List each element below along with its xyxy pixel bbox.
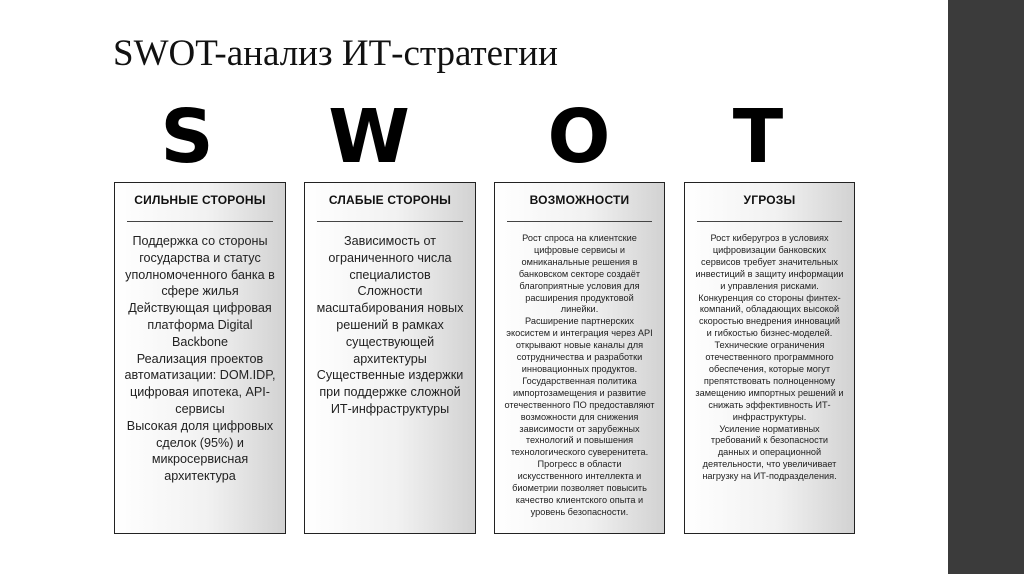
divider bbox=[507, 221, 652, 222]
card-line: Прогресс в области bbox=[537, 459, 622, 470]
card-body bbox=[689, 233, 850, 483]
card-line: сделок (95%) и bbox=[156, 435, 244, 450]
card-line: технологического суверенитета. bbox=[510, 447, 649, 458]
card-strengths bbox=[114, 182, 286, 534]
card-line: Реализация проектов bbox=[136, 351, 264, 366]
card-weaknesses bbox=[304, 182, 476, 534]
card-line: уполномоченного банка в bbox=[125, 267, 275, 282]
card-line: масштабирования новых bbox=[316, 301, 464, 316]
card-line: цифровые сервисы и bbox=[533, 244, 626, 255]
card-line: Высокая доля цифровых bbox=[126, 418, 274, 433]
card-line: требований к безопасности bbox=[710, 435, 829, 446]
slide-title: SWOT-анализ ИТ-стратегии bbox=[113, 33, 558, 74]
card-line: сервисы bbox=[175, 401, 225, 416]
card-line: обеспечения, которые могут bbox=[708, 363, 831, 374]
divider bbox=[697, 221, 842, 222]
card-line: инновационных продуктов. bbox=[521, 363, 638, 374]
card-line: и гибкостью бизнес-моделей. bbox=[706, 328, 833, 339]
card-line: архитектуры bbox=[353, 351, 427, 366]
card-line: существующей bbox=[345, 334, 435, 349]
card-line: компаний, обладающих высокой bbox=[699, 304, 840, 315]
swot-letter-s: S bbox=[160, 94, 214, 180]
card-body bbox=[309, 233, 471, 418]
card-heading: СИЛЬНЫЕ СТОРОНЫ bbox=[134, 193, 266, 207]
card-line: отечественного программного bbox=[705, 352, 834, 363]
card-line: Рост спроса на клиентские bbox=[522, 233, 637, 243]
card-line: Конкуренция со стороны финтех- bbox=[698, 292, 841, 303]
card-line: платформа Digital bbox=[147, 317, 253, 332]
card-line: Поддержка со стороны bbox=[132, 234, 268, 248]
card-line: расширения продуктовой bbox=[525, 292, 634, 303]
card-line: отечественного ПО предоставляют bbox=[504, 399, 655, 410]
card-line: открывают новые каналы для bbox=[515, 340, 644, 351]
card-line: Сложности bbox=[357, 284, 423, 299]
card-line: Рост киберугроз в условиях bbox=[710, 233, 829, 243]
card-line: омниканальные решения в bbox=[521, 256, 638, 267]
card-line: решений в рамках bbox=[336, 317, 444, 332]
card-line: архитектура bbox=[164, 469, 236, 484]
card-line: искусственного интеллекта и bbox=[517, 471, 642, 482]
card-line: скоростью внедрения инноваций bbox=[698, 316, 841, 327]
card-line: специалистов bbox=[349, 267, 431, 282]
card-line: качество клиентского опыта и bbox=[515, 494, 644, 505]
card-heading: ВОЗМОЖНОСТИ bbox=[529, 193, 630, 207]
card-line: зависимости от зарубежных bbox=[519, 423, 640, 434]
card-line: сервисов требует значительных bbox=[701, 256, 838, 267]
card-line: микросервисная bbox=[151, 452, 249, 467]
card-line: государства и статус bbox=[139, 250, 261, 265]
card-line: сотрудничества и разработки bbox=[516, 352, 643, 363]
swot-letter-o: O bbox=[547, 94, 611, 180]
card-line: сфере жилья bbox=[161, 284, 239, 299]
card-line: Зависимость от bbox=[344, 234, 436, 248]
card-line: инфраструктуры. bbox=[732, 411, 807, 422]
card-line: Усиление нормативных bbox=[719, 423, 820, 434]
card-line: нагрузку на ИТ-подразделения. bbox=[702, 471, 837, 482]
divider bbox=[317, 221, 463, 222]
card-line: препятствовать полноценному bbox=[703, 375, 836, 386]
card-heading: УГРОЗЫ bbox=[743, 193, 796, 207]
card-line: биометрии позволяет повысить bbox=[512, 483, 647, 494]
divider bbox=[127, 221, 273, 222]
card-opportunities bbox=[494, 182, 665, 534]
card-line: благоприятные условия для bbox=[519, 280, 640, 291]
card-line: и управления рисками. bbox=[720, 280, 819, 291]
card-line: Действующая цифровая bbox=[128, 301, 272, 316]
card-line: ограниченного числа bbox=[328, 250, 452, 265]
card-line: Технические ограничения bbox=[714, 340, 825, 351]
card-line: цифровая ипотека, API- bbox=[130, 385, 270, 400]
card-threats bbox=[684, 182, 855, 534]
card-body bbox=[119, 233, 281, 485]
card-heading: СЛАБЫЕ СТОРОНЫ bbox=[328, 193, 452, 207]
card-line: автоматизации: DOM.IDP, bbox=[124, 368, 276, 383]
card-line: Существенные издержки bbox=[316, 368, 464, 383]
card-line: инвестиций в защиту информации bbox=[695, 268, 844, 279]
card-line: возможности для снижения bbox=[520, 411, 639, 422]
card-line: банковском секторе создаёт bbox=[518, 268, 641, 279]
card-line: технологий и повышения bbox=[525, 435, 634, 446]
card-line: Государственная политика bbox=[522, 375, 637, 386]
card-line: Backbone bbox=[171, 334, 228, 349]
card-line: деятельности, что увеличивает bbox=[702, 459, 837, 470]
swot-letter-w: W bbox=[328, 94, 410, 180]
card-line: импортозамещения и развитие bbox=[512, 387, 647, 398]
card-body bbox=[499, 233, 660, 519]
card-line: замещению импортных решений и bbox=[695, 387, 844, 398]
card-line: ИТ-инфраструктуры bbox=[330, 401, 450, 416]
card-line: при поддержке сложной bbox=[319, 385, 461, 400]
card-line: цифровизации банковских bbox=[712, 244, 827, 255]
card-line: линейки. bbox=[560, 304, 599, 315]
card-line: уровень безопасности. bbox=[530, 506, 629, 517]
card-line: экосистем и интеграция через API bbox=[506, 328, 653, 339]
card-line: данных и операционной bbox=[717, 447, 822, 458]
card-line: снижать эффективность ИТ- bbox=[708, 399, 831, 410]
sidebar-panel bbox=[948, 0, 1024, 574]
swot-letter-t: T bbox=[732, 94, 784, 180]
card-line: Расширение партнерских bbox=[525, 316, 634, 327]
